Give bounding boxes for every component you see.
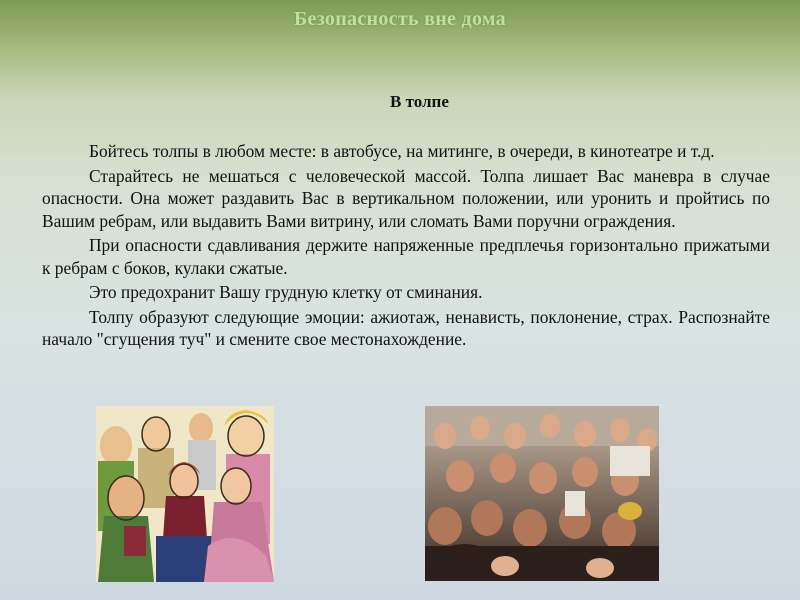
paragraph-3: При опасности сдавливания держите напряженные предплечья горизонтально прижатыми к ребрам с боков, кулаки сжатые.	[42, 235, 770, 278]
crowd-photo-icon	[425, 406, 659, 581]
cartoon-crowd-image	[96, 406, 274, 582]
crowd-photo-image	[425, 406, 659, 581]
slide-title: Безопасность вне дома	[294, 8, 506, 30]
paragraph-4: Это предохранит Вашу грудную клетку от сминания.	[89, 282, 483, 302]
body-text	[42, 140, 770, 353]
paragraph-1: Бойтесь толпы в любом месте: в автобусе, на митинге, в очереди, в кинотеатре и т.д.	[89, 141, 715, 161]
paragraph-5: Толпу образуют следующие эмоции: ажиотаж, ненависть, поклонение, страх. Распознайте начало "сгущения туч" и смените свое местонахождение.	[42, 306, 770, 349]
paragraph-2: Старайтесь не мешаться с человеческой массой. Толпа лишает Вас маневра в случае опасности. Она может раздавить Вас в вертикальном положении, или уронить и пройтись по Вашим ребрам, или выдавить Вами витрину, или сломать Вами поручни ограждения.	[42, 165, 770, 231]
cartoon-crowd-illustration-icon	[96, 406, 274, 582]
section-heading: В толпе	[390, 92, 449, 111]
